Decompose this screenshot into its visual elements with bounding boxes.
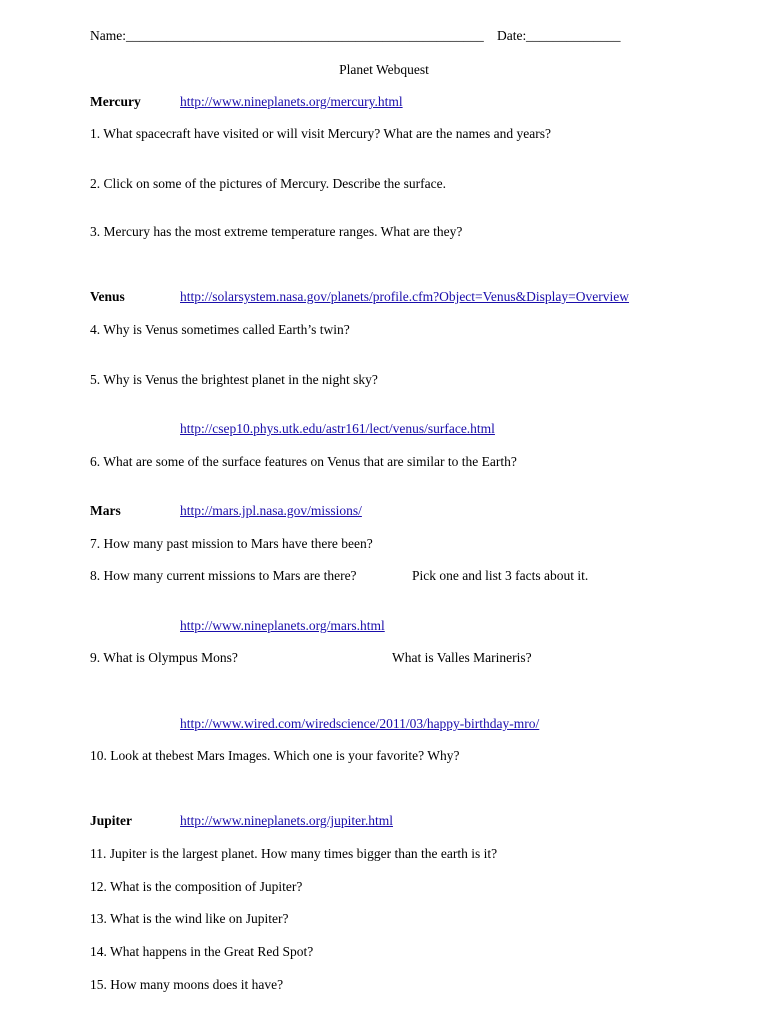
question-15: 15. How many moons does it have? <box>90 977 284 992</box>
venus-link-2[interactable]: http://csep10.phys.utk.edu/astr161/lect/venus/surface.html <box>180 421 495 436</box>
question-12: 12. What is the composition of Jupiter? <box>90 879 303 894</box>
question-6: 6. What are some of the surface features on Venus that are similar to the Earth? <box>90 454 517 469</box>
venus-heading: Venus <box>90 289 125 304</box>
question-8: 8. How many current missions to Mars are there? <box>90 568 357 583</box>
venus-link[interactable]: http://solarsystem.nasa.gov/planets/profile.cfm?Object=Venus&Display=Overview <box>180 289 630 304</box>
name-label: Name: <box>90 28 126 43</box>
question-11: 11. Jupiter is the largest planet. How many times bigger than the earth is it? <box>90 846 498 861</box>
mars-heading: Mars <box>90 503 121 518</box>
question-4: 4. Why is Venus sometimes called Earth’s twin? <box>90 322 350 337</box>
mercury-link[interactable]: http://www.nineplanets.org/mercury.html <box>180 94 403 109</box>
question-2: 2. Click on some of the pictures of Mercury. Describe the surface. <box>90 176 447 191</box>
page-title: Planet Webquest <box>339 62 429 77</box>
question-10: 10. Look at thebest Mars Images. Which one is your favorite? Why? <box>90 748 460 763</box>
question-9: 9. What is Olympus Mons? <box>90 650 238 665</box>
question-1: 1. What spacecraft have visited or will visit Mercury? What are the names and years? <box>90 126 551 141</box>
date-label: Date: <box>497 28 527 43</box>
mercury-heading: Mercury <box>90 94 141 109</box>
question-9-followup: What is Valles Marineris? <box>392 650 532 665</box>
question-14: 14. What happens in the Great Red Spot? <box>90 944 314 959</box>
question-3: 3. Mercury has the most extreme temperature ranges. What are they? <box>90 224 463 239</box>
mars-link-3[interactable]: http://www.wired.com/wiredscience/2011/03/happy-birthday-mro/ <box>180 716 540 731</box>
jupiter-link[interactable]: http://www.nineplanets.org/jupiter.html <box>180 813 393 828</box>
date-blank[interactable]: ______________ <box>526 28 621 43</box>
mars-link-2[interactable]: http://www.nineplanets.org/mars.html <box>180 618 385 633</box>
question-13: 13. What is the wind like on Jupiter? <box>90 911 289 926</box>
question-8-followup: Pick one and list 3 facts about it. <box>412 568 589 583</box>
question-5: 5. Why is Venus the brightest planet in the night sky? <box>90 372 378 387</box>
question-7: 7. How many past mission to Mars have there been? <box>90 536 373 551</box>
name-blank[interactable]: _____________________________________________________ <box>126 28 484 43</box>
mars-link[interactable]: http://mars.jpl.nasa.gov/missions/ <box>180 503 362 518</box>
jupiter-heading: Jupiter <box>90 813 132 828</box>
